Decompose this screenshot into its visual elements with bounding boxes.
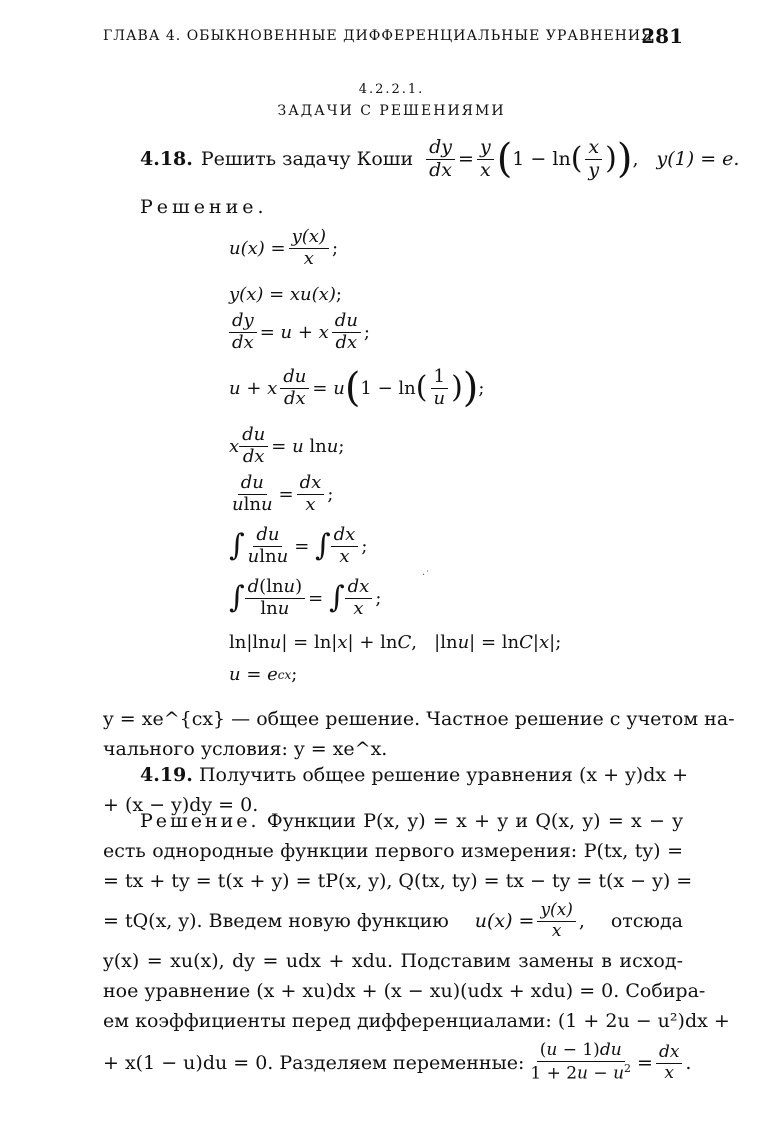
- eq-log-result: ln|ln u | = ln| x | + ln C , |ln u | = ln C | x |;: [229, 632, 562, 653]
- problem-equation: $\frac{dy}{dx}$ = $\frac{y}{x}$ ( 1 − ln ( $\frac{x}{y}$ ) ) ,: [423, 138, 638, 181]
- eq-integrated: ∫ $\frac{du}{ulnu}$ = ∫ $\frac{dx}{x}$ ;: [229, 524, 368, 567]
- new-function-formula: u(x) = $\frac{y(x)}{x}$ ,: [474, 899, 585, 941]
- solution-4-19: Решение. Функции P(x, y) = x + y и Q(x, y) = x − y есть однородные функции первого измерения: P(tx, ty) = = tx + ty = t(x + y) = tP(x, y), Q(tx, ty) = tx − ty = t(x − y) = = tQ(x, y). Введем новую функцию u(x) = $\frac{y(x)}{x}$ , отсюда y(x) = xu(x), dy = udx + xdu. Подставим замены в исход- ное уравнение (x + xu)dx + (x − xu)(udx + xdu) = 0. Собира- ем коэффициенты перед дифференциалами: (1 + 2u − u²)dx + + x(1 − u)du = 0. Разделяем переменные: $\frac{(u - 1)du}{1 + 2u - u^2}$ = $\frac{dx}{x}$ .: [103, 810, 730, 1084]
- solution-label: Решение.: [140, 196, 268, 218]
- problem-number: 4.19.: [140, 764, 193, 786]
- eq-derivative: $\frac{dy}{dx}$ = u + x $\frac{du}{dx}$ ;: [229, 312, 370, 353]
- solution-418-conclusion: y = xe^{cx} — общее решение. Частное решение с учетом на- чального условия: y = xe^x.: [103, 708, 735, 760]
- section-number: 4.2.2.1.: [358, 82, 425, 97]
- chapter-title: ГЛАВА 4. ОБЫКНОВЕННЫЕ ДИФФЕРЕНЦИАЛЬНЫЕ УРАВНЕНИЯ: [103, 28, 654, 44]
- separated-variables-formula: $\frac{(u - 1)du}{1 + 2u - u^2}$ = $\frac{dx}{x}$ .: [530, 1040, 692, 1084]
- problem-number: 4.18.: [140, 148, 193, 171]
- section-title: ЗАДАЧИ С РЕШЕНИЯМИ: [277, 103, 506, 119]
- eq-log-integral: ∫ $\frac{d(\ln u)}{\ln u}$ = ∫ $\frac{dx}{x}$ ;: [229, 576, 382, 619]
- eq-y-of-x: y(x) = xu(x) ;: [229, 284, 342, 305]
- problem-4-18: [140, 138, 739, 181]
- problem-4-19: 4.19. Получить общее решение уравнения (x + y)dx + + (x − y)dy = 0.: [103, 764, 689, 816]
- page-number: 281: [641, 24, 683, 48]
- eq-separated: $\frac{du}{ulnu}$ = $\frac{dx}{x}$ ;: [232, 472, 334, 515]
- eq-u-exp: u = e cx ;: [229, 664, 298, 685]
- eq-substitution: u(x) = $\frac{y(x)}{x}$ ;: [229, 226, 339, 269]
- eq-substituted: u + x $\frac{du}{dx}$ = u ( 1 − ln ( $\frac{1}{u}$ ) ) ;: [229, 365, 485, 412]
- eq-separable: x $\frac{du}{dx}$ = u ln u ;: [229, 424, 345, 467]
- initial-condition: y(1) = e.: [656, 148, 740, 171]
- problem-text: Решить задачу Коши: [200, 148, 414, 171]
- scan-artifact: ·˙: [422, 570, 431, 581]
